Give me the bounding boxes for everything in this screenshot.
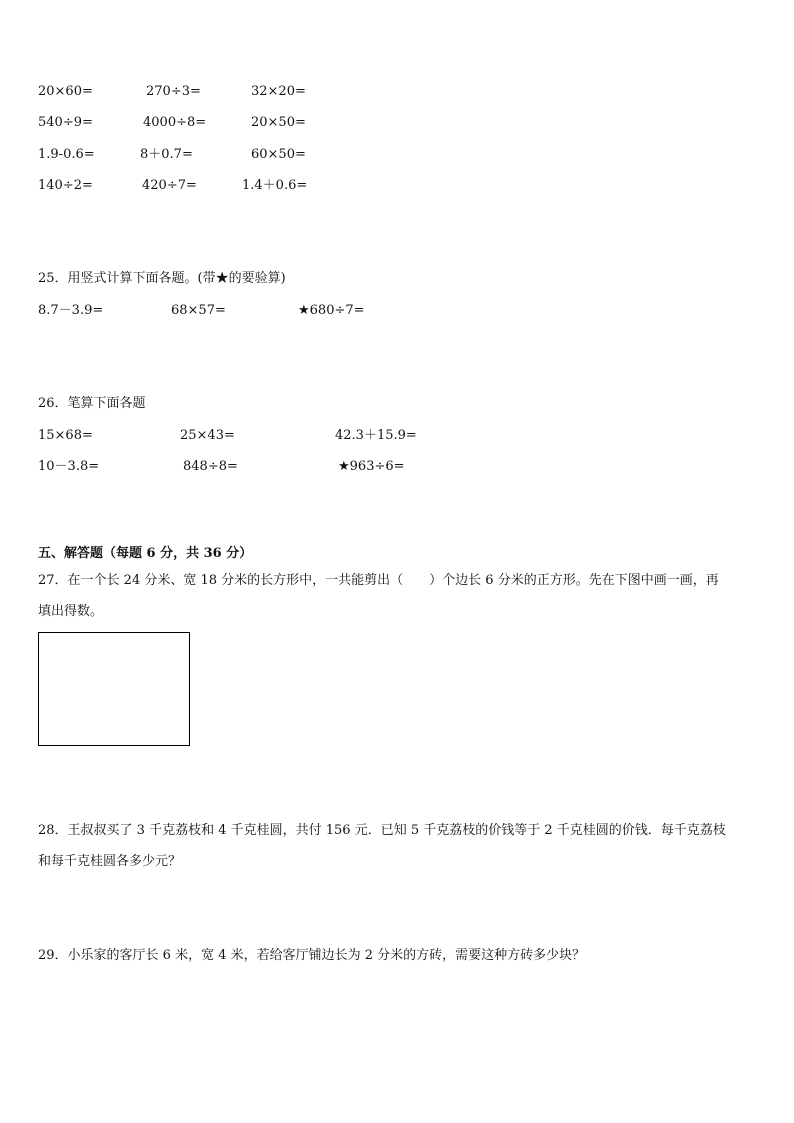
drawing-rectangle	[38, 632, 190, 746]
question-title: 25．用竖式计算下面各题。(带★的要验算)	[38, 271, 286, 286]
calc-item: 25×43=	[180, 428, 235, 443]
question-text: 29．小乐家的客厅长 6 米，宽 4 米，若给客厅铺边长为 2 分米的方砖，需要这种方砖多少块？	[38, 948, 586, 963]
calc-item: 10－3.8=	[38, 459, 100, 474]
calc-item: 42.3＋15.9=	[335, 428, 417, 443]
calc-item: ★963÷6=	[338, 459, 405, 474]
calc-item: 270÷3=	[146, 84, 201, 99]
calc-item: ★680÷7=	[298, 303, 365, 318]
calc-item: 20×50=	[251, 115, 306, 130]
calc-item: 8.7－3.9=	[38, 303, 104, 318]
section-heading: 五、解答题（每题 6 分，共 36 分）	[38, 546, 253, 561]
question-text: 28．王叔叔买了 3 千克荔枝和 4 千克桂圆，共付 156 元．已知 5 千克荔枝的价钱等于 2 千克桂圆的价钱．每千克荔枝	[38, 823, 726, 838]
calc-item: 848÷8=	[183, 459, 238, 474]
calc-item: 20×60=	[38, 84, 93, 99]
calc-item: 420÷7=	[142, 178, 197, 193]
calc-item: 140÷2=	[38, 178, 93, 193]
calc-item: 32×20=	[251, 84, 306, 99]
calc-item: 15×68=	[38, 428, 93, 443]
calc-item: 1.9-0.6=	[38, 147, 95, 162]
calc-item: 8＋0.7=	[140, 147, 193, 162]
calc-item: 540÷9=	[38, 115, 93, 130]
question-title: 26．笔算下面各题	[38, 396, 146, 411]
calc-item: 68×57=	[171, 303, 226, 318]
question-text: 27．在一个长 24 分米、宽 18 分米的长方形中，一共能剪出（ ）个边长 6 分米的正方形。先在下图中画一画，再	[38, 573, 719, 588]
calc-item: 1.4＋0.6=	[242, 178, 308, 193]
question-text: 和每千克桂圆各多少元？	[38, 854, 182, 869]
calc-item: 4000÷8=	[143, 115, 207, 130]
question-text: 填出得数。	[38, 604, 104, 619]
calc-item: 60×50=	[251, 147, 306, 162]
